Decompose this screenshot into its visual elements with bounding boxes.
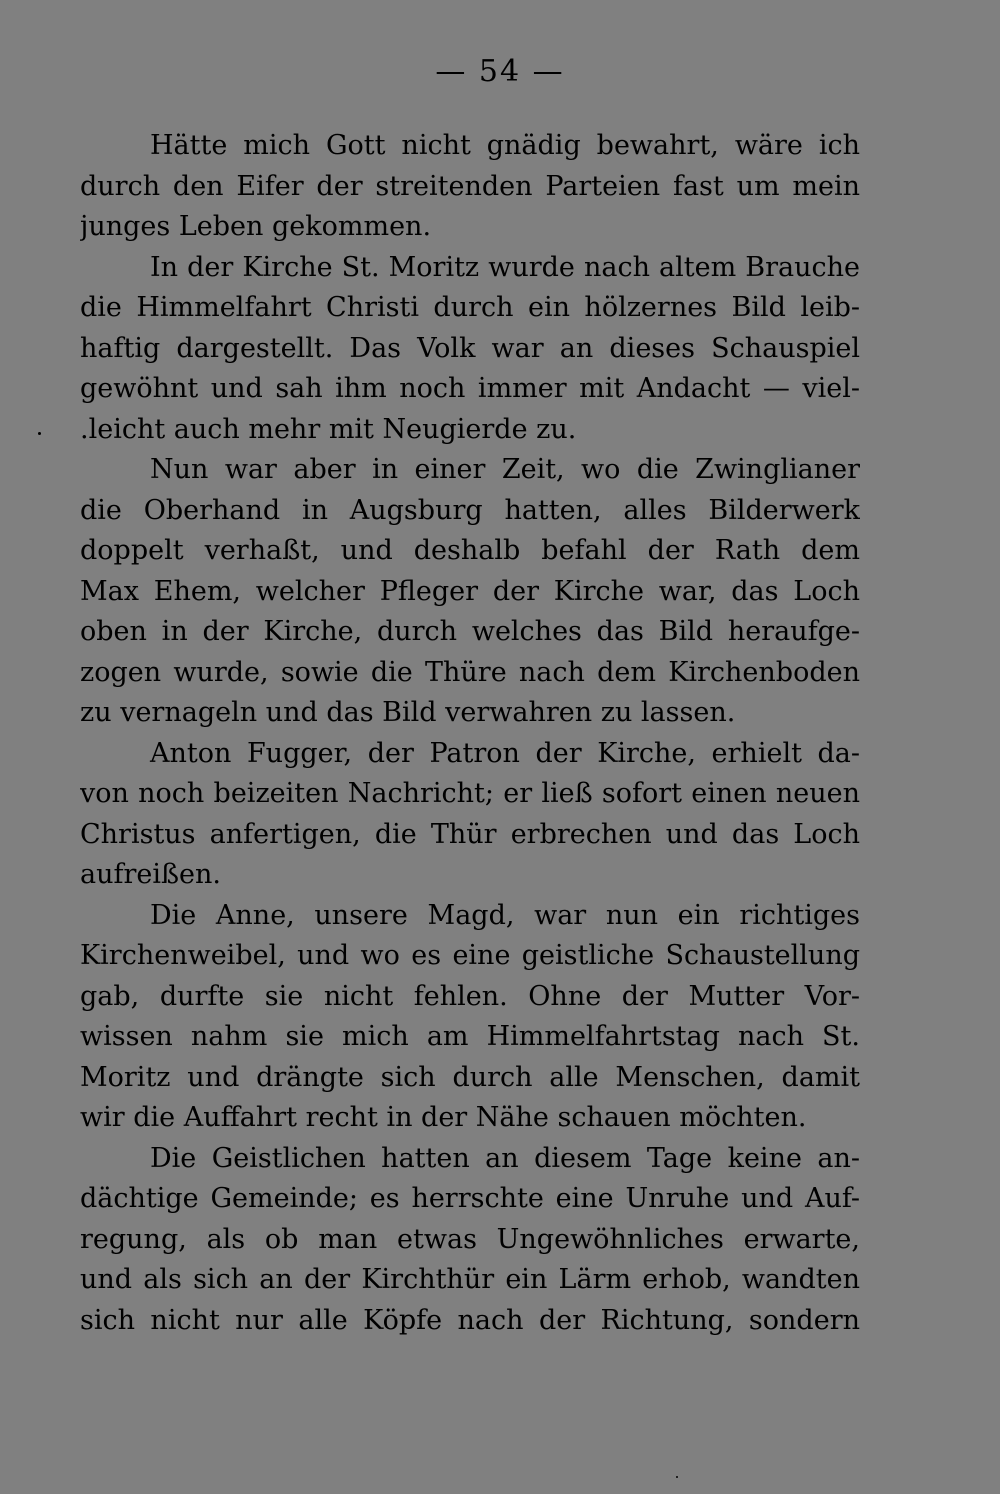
text-line: Nun war aber in einer Zeit, wo die Zwinglianer <box>150 454 860 485</box>
text-line: zogen wurde, sowie die Thüre nach dem Kirchenboden <box>80 656 860 688</box>
text-line: Christus anfertigen, die Thür erbrechen und das Loch <box>80 818 860 850</box>
text-line: haftig dargestellt. Das Volk war an dieses Schauspiel <box>80 332 860 364</box>
text-line: und als sich an der Kirchthür ein Lärm erhob, wandten <box>80 1264 860 1295</box>
text-line: sich nicht nur alle Köpfe nach der Richtung, sondern <box>80 1304 860 1336</box>
paragraph <box>80 1139 860 1342</box>
text-line: Die Geistlichen hatten an diesem Tage keine an- <box>150 1142 860 1174</box>
text-line: Max Ehem, welcher Pfleger der Kirche war, das Loch <box>80 575 860 607</box>
text-line: Die Anne, unsere Magd, war nun ein richtiges <box>150 899 860 931</box>
text-line: durch den Eifer der streitenden Parteien fast um mein <box>80 170 860 202</box>
scan-speck <box>38 432 41 435</box>
page-number: — 54 — <box>435 54 565 89</box>
text-line: wir die Auffahrt recht in der Nähe schauen möchten. <box>80 1102 807 1133</box>
body-text <box>80 126 860 1341</box>
text-line: doppelt verhaßt, und deshalb befahl der Rath dem <box>80 535 860 566</box>
text-line: dächtige Gemeinde; es herrschte eine Unruhe und Auf- <box>80 1183 860 1214</box>
text-line: die Oberhand in Augsburg hatten, alles Bilderwerk <box>80 494 860 526</box>
text-line: die Himmelfahrt Christi durch ein hölzernes Bild leib- <box>80 292 860 323</box>
text-line: zu vernageln und das Bild verwahren zu lassen. <box>80 697 736 728</box>
text-line: Anton Fugger, der Patron der Kirche, erhielt da- <box>150 737 860 769</box>
text-line: wissen nahm sie mich am Himmelfahrtstag nach St. <box>80 1021 860 1052</box>
text-line: regung, als ob man etwas Ungewöhnliches erwarte, <box>80 1223 860 1255</box>
paragraph <box>80 734 860 896</box>
text-line: In der Kirche St. Moritz wurde nach altem Brauche <box>150 251 860 283</box>
text-line: aufreißen. <box>80 859 221 890</box>
text-line: Kirchenweibel, und wo es eine geistliche Schaustellung <box>80 940 860 971</box>
text-line: oben in der Kirche, durch welches das Bild heraufge- <box>80 616 860 647</box>
text-line: gewöhnt und sah ihm noch immer mit Andacht — viel- <box>80 373 860 404</box>
text-line: junges Leben gekommen. <box>80 211 432 242</box>
paragraph <box>80 896 860 1139</box>
paragraph <box>80 126 860 248</box>
paragraph <box>80 248 860 451</box>
paragraph <box>80 450 860 734</box>
text-line: von noch beizeiten Nachricht; er ließ sofort einen neuen <box>80 778 860 809</box>
text-line: gab, durfte sie nicht fehlen. Ohne der Mutter Vor- <box>80 980 860 1012</box>
text-line: Moritz und drängte sich durch alle Menschen, damit <box>80 1061 860 1093</box>
scan-speck <box>676 1476 678 1478</box>
text-line: Hätte mich Gott nicht gnädig bewahrt, wäre ich <box>150 130 860 161</box>
text-line: .leicht auch mehr mit Neugierde zu. <box>80 413 577 445</box>
